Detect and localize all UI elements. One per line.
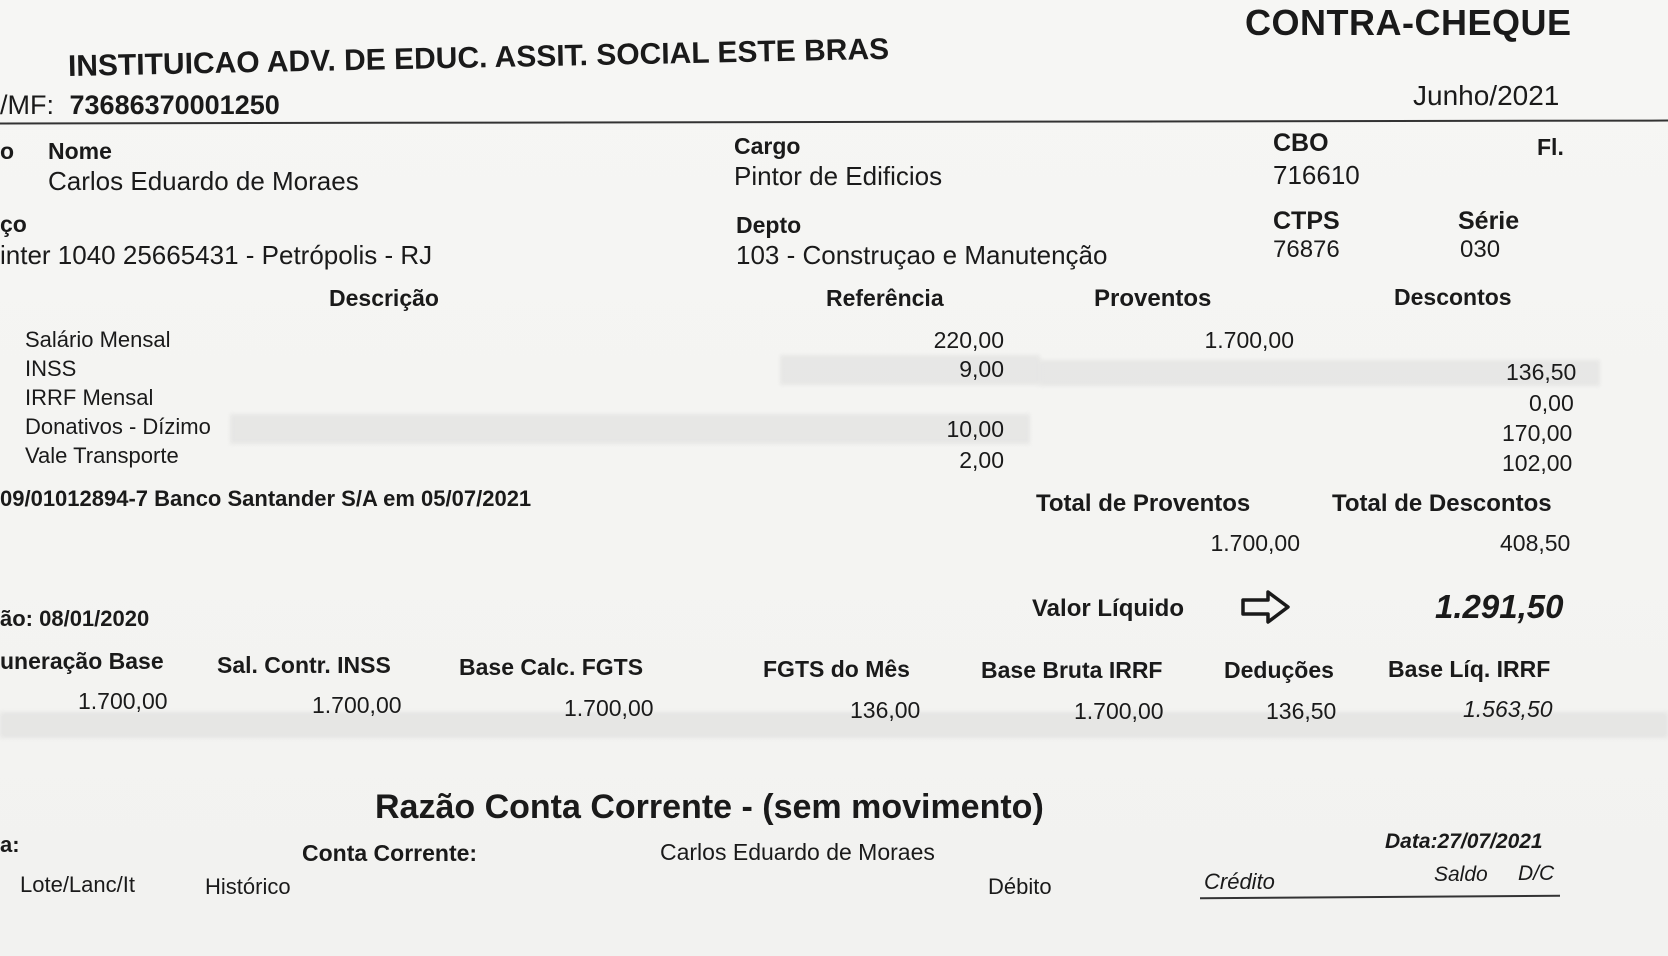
valor-liquido-value: 1.291,50 bbox=[1435, 588, 1564, 625]
header-descontos: Descontos bbox=[1394, 284, 1512, 310]
scan-smear bbox=[0, 712, 1668, 738]
base-value: 1.700,00 bbox=[78, 688, 168, 714]
col-debito: Débito bbox=[988, 874, 1052, 899]
cnpj-row bbox=[0, 90, 280, 121]
period: Junho/2021 bbox=[1413, 80, 1560, 111]
razao-divider bbox=[1200, 895, 1560, 899]
cnpj-value: 73686370001250 bbox=[69, 90, 280, 120]
cargo-label: Cargo bbox=[734, 133, 801, 159]
fl-label: Fl. bbox=[1537, 134, 1564, 160]
cbo-label: CBO bbox=[1273, 129, 1329, 157]
admissao-date: ão: 08/01/2020 bbox=[0, 606, 150, 631]
base-header: Deduções bbox=[1224, 657, 1334, 683]
header-descricao: Descrição bbox=[329, 285, 439, 311]
conta-corrente-label: Conta Corrente: bbox=[302, 840, 478, 866]
col-dc: D/C bbox=[1518, 862, 1555, 885]
endereco-label: ço bbox=[0, 211, 27, 237]
bank-line: 09/01012894-7 Banco Santander S/A em 05/07/2021 bbox=[0, 486, 532, 511]
total-proventos-label: Total de Proventos bbox=[1036, 490, 1251, 517]
depto-value: 103 - Construçao e Manutenção bbox=[736, 240, 1108, 270]
base-value: 1.700,00 bbox=[1074, 698, 1164, 724]
row-descontos: 0,00 bbox=[1529, 390, 1574, 416]
base-value: 136,00 bbox=[850, 697, 921, 723]
row-descricao: Vale Transporte bbox=[25, 443, 179, 468]
col-saldo: Saldo bbox=[1434, 863, 1488, 886]
row-referencia: 220,00 bbox=[933, 327, 1004, 353]
base-header: Base Calc. FGTS bbox=[459, 654, 644, 680]
ctps-label: CTPS bbox=[1273, 207, 1340, 235]
endereco-value: inter 1040 25665431 - Petrópolis - RJ bbox=[0, 240, 433, 270]
row-referencia: 2,00 bbox=[959, 447, 1004, 473]
row-descontos: 102,00 bbox=[1502, 450, 1573, 476]
header-proventos: Proventos bbox=[1094, 285, 1212, 312]
row-descontos: 136,50 bbox=[1506, 359, 1577, 385]
total-descontos-value: 408,50 bbox=[1500, 530, 1571, 556]
valor-liquido-label: Valor Líquido bbox=[1032, 595, 1185, 622]
serie-value: 030 bbox=[1460, 236, 1501, 263]
row-referencia: 9,00 bbox=[959, 356, 1004, 382]
row-descricao: Salário Mensal bbox=[25, 327, 171, 352]
row-referencia: 10,00 bbox=[946, 416, 1004, 442]
base-header: Base Líq. IRRF bbox=[1388, 656, 1551, 682]
base-value: 1.563,50 bbox=[1463, 696, 1553, 722]
institution-name: INSTITUICAO ADV. DE EDUC. ASSIT. SOCIAL ESTE BRAS bbox=[67, 32, 890, 83]
base-header: Sal. Contr. INSS bbox=[217, 652, 391, 678]
conta-corrente-value: Carlos Eduardo de Moraes bbox=[660, 839, 935, 865]
row-proventos: 1.700,00 bbox=[1204, 327, 1294, 353]
row-descricao: INSS bbox=[25, 356, 77, 381]
right-arrow-icon bbox=[1240, 588, 1292, 631]
razao-date: Data:27/07/2021 bbox=[1385, 830, 1543, 853]
bullet-mark: o bbox=[0, 138, 15, 164]
base-value: 1.700,00 bbox=[564, 695, 654, 721]
base-value: 1.700,00 bbox=[312, 692, 402, 718]
nome-value: Carlos Eduardo de Moraes bbox=[48, 166, 359, 196]
nome-label: Nome bbox=[48, 138, 112, 164]
razao-title: Razão Conta Corrente - (sem movimento) bbox=[375, 788, 1044, 826]
base-value: 136,50 bbox=[1266, 698, 1337, 724]
cargo-value: Pintor de Edificios bbox=[734, 161, 943, 191]
razao-left-label: a: bbox=[0, 832, 20, 857]
base-header: uneração Base bbox=[0, 648, 164, 674]
serie-label: Série bbox=[1458, 207, 1520, 235]
row-descricao: IRRF Mensal bbox=[25, 385, 154, 410]
col-lote: Lote/Lanc/It bbox=[20, 872, 135, 897]
col-credito: Crédito bbox=[1204, 869, 1275, 894]
base-header: Base Bruta IRRF bbox=[981, 657, 1163, 683]
row-descricao: Donativos - Dízimo bbox=[25, 414, 211, 439]
row-descontos: 170,00 bbox=[1502, 420, 1573, 446]
col-historico: Histórico bbox=[205, 874, 291, 899]
cnpj-label: /MF: bbox=[0, 90, 54, 120]
depto-label: Depto bbox=[736, 212, 802, 238]
header-referencia: Referência bbox=[826, 285, 944, 311]
total-descontos-label: Total de Descontos bbox=[1332, 490, 1552, 517]
base-header: FGTS do Mês bbox=[763, 656, 910, 682]
document-title: CONTRA-CHEQUE bbox=[1245, 2, 1572, 43]
ctps-value: 76876 bbox=[1273, 236, 1340, 263]
total-proventos-value: 1.700,00 bbox=[1210, 530, 1300, 556]
cbo-value: 716610 bbox=[1273, 160, 1360, 190]
